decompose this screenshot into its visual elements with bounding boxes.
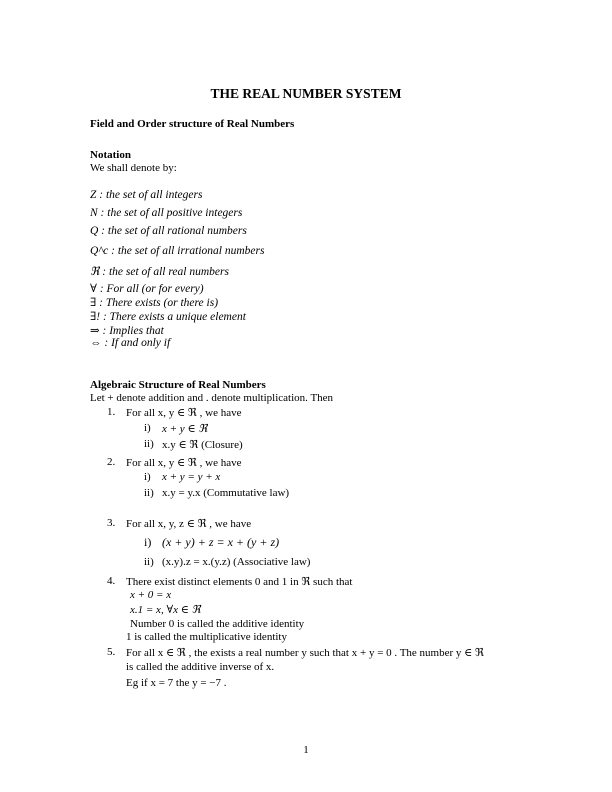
commutative-statement: For all x, y ∈ ℜ , we have <box>126 457 242 469</box>
sub-number: ii) <box>144 556 154 568</box>
algebraic-intro: Let + denote addition and . denote multiplication. Then <box>90 392 334 404</box>
additive-inverse-statement: For all x ∈ ℜ , the exists a real number y such that x + y = 0 . The number y ∈ ℜ <box>126 647 484 659</box>
list-number: 2. <box>107 456 116 468</box>
closure-multiplication: x.y ∈ ℜ (Closure) <box>162 439 243 451</box>
page-title: THE REAL NUMBER SYSTEM <box>210 86 402 101</box>
additive-identity-equation: x + 0 = x <box>130 589 172 601</box>
notation-item-integers: Z : the set of all integers <box>90 189 203 201</box>
multiplicative-identity-equation: x.1 = x, ∀x ∈ ℜ <box>130 604 201 616</box>
notation-item-irrationals: Q^c : the set of all irrational numbers <box>90 245 265 257</box>
sub-number: i) <box>144 422 151 434</box>
commutative-multiplication: x.y = y.x (Commutative law) <box>162 487 290 499</box>
sub-number: ii) <box>144 438 154 450</box>
sub-number: i) <box>144 471 151 483</box>
list-number: 1. <box>107 406 116 418</box>
additive-inverse-definition: is called the additive inverse of x. <box>126 661 275 673</box>
sub-number: i) <box>144 535 152 549</box>
notation-item-there-exists: ∃ : There exists (or there is) <box>90 297 219 309</box>
notation-item-implies: ⇒ : Implies that <box>90 325 164 337</box>
sub-number: ii) <box>144 487 154 499</box>
notation-item-for-all: ∀ : For all (or for every) <box>90 283 204 295</box>
list-number: 3. <box>107 517 116 529</box>
multiplicative-identity-note: 1 is called the multiplicative identity <box>126 631 287 643</box>
notation-heading: Notation <box>90 149 131 161</box>
notation-item-reals: ℜ : the set of all real numbers <box>90 266 229 278</box>
notation-item-unique-exists: ∃! : There exists a unique element <box>90 311 246 323</box>
notation-intro: We shall denote by: <box>90 162 177 174</box>
associative-addition: (x + y) + z = x + (y + z) <box>162 535 280 549</box>
notation-item-positive-integers: N : the set of all positive integers <box>90 207 243 219</box>
closure-statement: For all x, y ∈ ℜ , we have <box>126 407 242 419</box>
notation-item-iff: ⇔ : If and only if <box>90 337 171 349</box>
notation-item-rationals: Q : the set of all rational numbers <box>90 225 247 237</box>
algebraic-heading: Algebraic Structure of Real Numbers <box>90 379 266 391</box>
additive-inverse-example: Eg if x = 7 the y = −7 . <box>126 677 227 689</box>
identity-statement: There exist distinct elements 0 and 1 in ℜ such that <box>126 576 353 588</box>
list-number: 5. <box>107 646 116 658</box>
page-number: 1 <box>303 744 309 756</box>
closure-addition: x + y ∈ ℜ <box>162 423 208 435</box>
list-number: 4. <box>107 575 116 587</box>
commutative-addition: x + y = y + x <box>162 471 221 483</box>
section-heading-field-order: Field and Order structure of Real Numbers <box>90 118 295 130</box>
additive-identity-note: Number 0 is called the additive identity <box>130 618 305 630</box>
associative-statement: For all x, y, z ∈ ℜ , we have <box>126 518 252 530</box>
associative-multiplication: (x.y).z = x.(y.z) (Associative law) <box>162 556 311 568</box>
